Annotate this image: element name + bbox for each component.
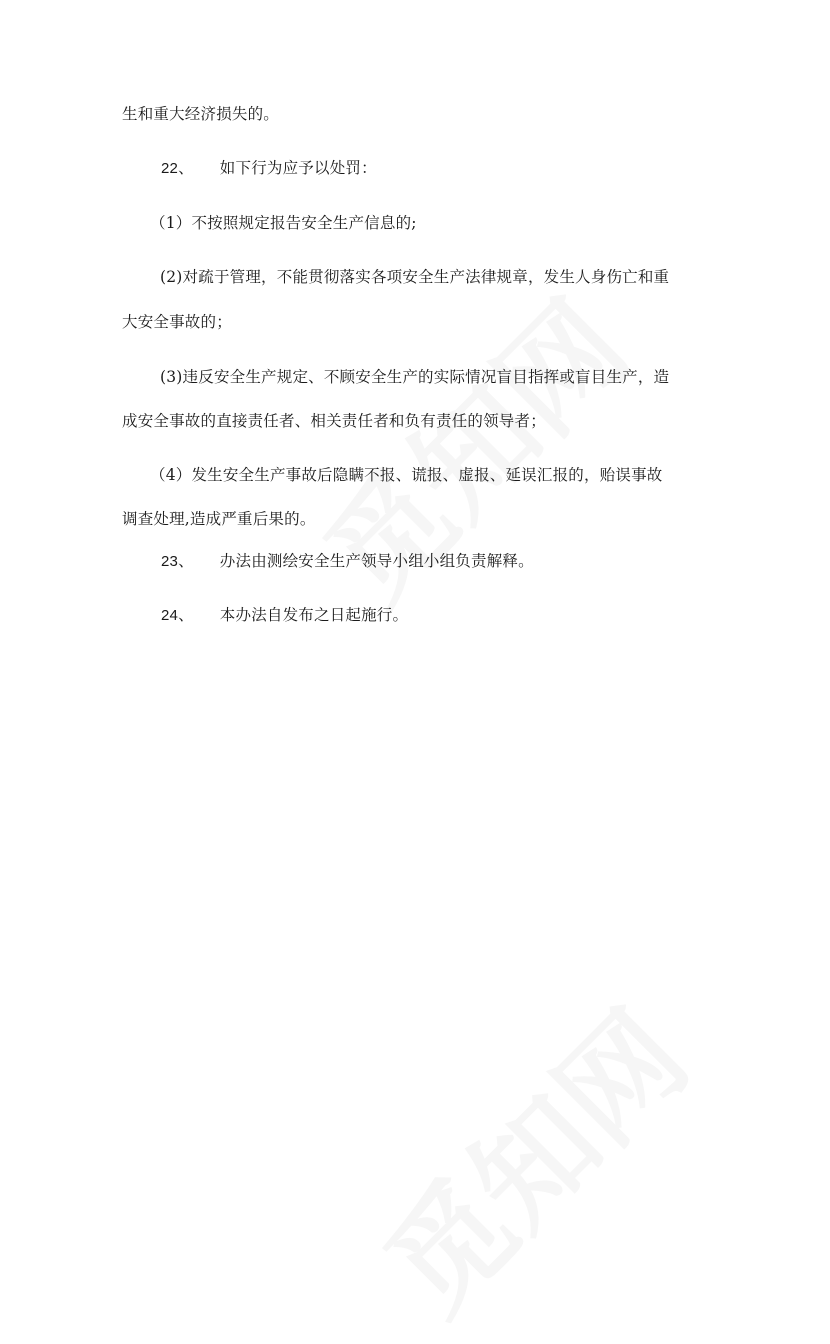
clause-2-line2: 大安全事故的；	[122, 313, 232, 331]
article-24-number: 24	[161, 607, 179, 624]
article-22-mark: 、	[178, 159, 194, 177]
article-23-mark: 、	[178, 552, 194, 570]
paragraph-continuation: 生和重大经济损失的。	[122, 105, 280, 123]
clause-4-line1: （4）发生安全生产事故后隐瞒不报、谎报、虚报、延误汇报的，贻误事故	[150, 466, 663, 484]
article-23-text: 办法由测绘安全生产领导小组小组负责解释。	[219, 552, 534, 570]
article-22-text: 如下行为应予以处罚：	[219, 159, 377, 177]
article-24	[161, 605, 408, 626]
clause-3-line1: (3)违反安全生产规定、不顾安全生产的实际情况盲目指挥或盲目生产，造	[160, 368, 670, 386]
clause-3-line2: 成安全事故的直接责任者、相关责任者和负有责任的领导者；	[122, 412, 546, 430]
clause-1: （1）不按照规定报告安全生产信息的;	[150, 214, 417, 232]
article-24-mark: 、	[178, 606, 194, 624]
clause-4-line2: 调查处理,造成严重后果的。	[122, 510, 316, 528]
clause-2-line1: (2)对疏于管理，不能贯彻落实各项安全生产法律规章，发生人身伤亡和重	[160, 268, 670, 286]
article-24-text: 本办法自发布之日起施行。	[219, 606, 409, 624]
watermark-top	[282, 258, 658, 634]
article-23-number: 23	[161, 553, 179, 570]
watermark-bottom	[342, 968, 718, 1344]
article-23	[161, 551, 534, 572]
article-22-number: 22	[161, 160, 179, 177]
article-22	[161, 158, 377, 179]
